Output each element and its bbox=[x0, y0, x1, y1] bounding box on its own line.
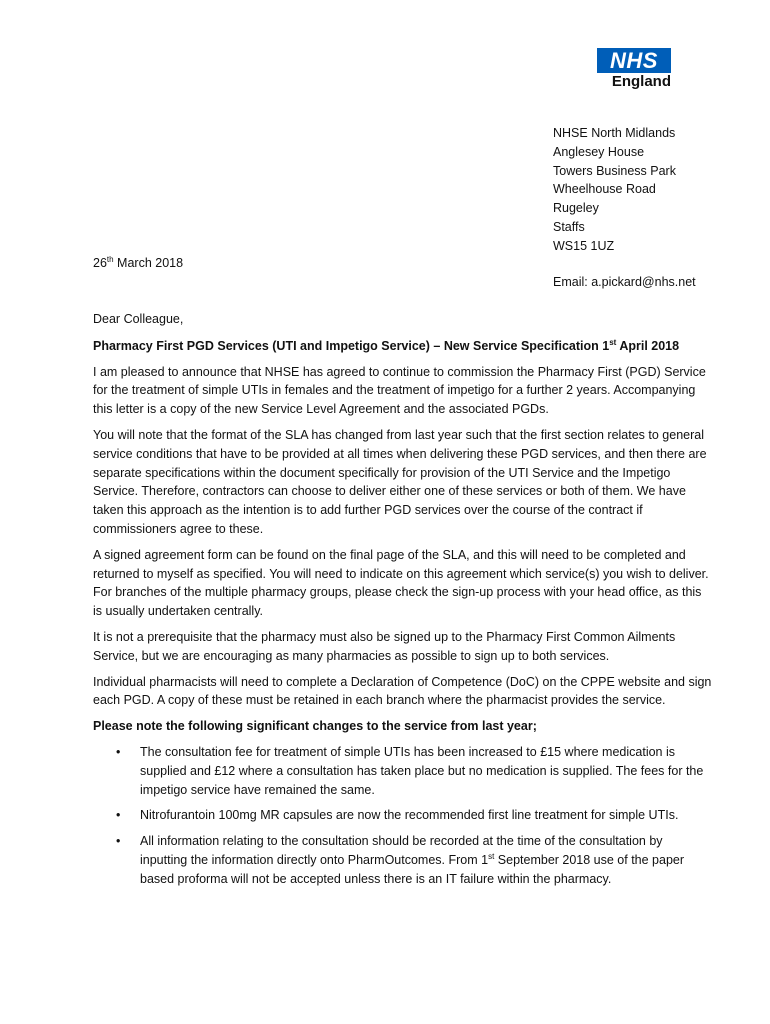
address-line: NHSE North Midlands bbox=[553, 126, 676, 140]
letter-body bbox=[93, 310, 713, 896]
bullet-icon: • bbox=[116, 834, 121, 849]
list-item-sup: st bbox=[488, 851, 495, 861]
bullet-icon: • bbox=[116, 808, 121, 823]
letter-subject bbox=[93, 337, 713, 356]
list-item bbox=[93, 743, 713, 799]
address-line: WS15 1UZ bbox=[553, 238, 615, 253]
list-item-text: Nitrofurantoin 100mg MR capsules are now the recommended first line treatment for simple UTIs. bbox=[140, 808, 679, 823]
paragraph: It is not a prerequisite that the pharmacy must also be signed up to the Pharmacy First Common Ailments Service, but we are encouraging as many pharmacies as possible to sign up to both services. bbox=[93, 629, 676, 663]
address-line: Rugeley bbox=[553, 201, 599, 216]
subject-main: Pharmacy First PGD Services (UTI and Impetigo Service) – New Service Specification 1 bbox=[93, 338, 610, 353]
list-item bbox=[93, 806, 713, 825]
list-item-text-before: All information relating to the consultation should be recorded at the time of the consultation by inputting the information directly onto PharmOutcomes. From 1 bbox=[140, 834, 663, 867]
paragraph: I am pleased to announce that NHSE has agreed to continue to commission the Pharmacy First (PGD) Service for the treatment of simple UTIs in females and the treatment of impetigo for a further 2 years. Accompanying this letter is a copy of the new Service Level Agreement and the associated PGDs. bbox=[93, 364, 706, 417]
paragraph: You will note that the format of the SLA has changed from last year such that the first section relates to general service conditions that have to be provided at all times when delivering these PGD services, and then there are separate specifications within the document specifically for provision of the UTI Service and the Impetigo Service. Therefore, contractors can choose to deliver either one of these services or both of them. We have taken this approach as the intention is to add further PGD services over the course of the contract if commissioners agree to these. bbox=[93, 427, 707, 536]
sender-email: Email: a.pickard@nhs.net bbox=[553, 275, 696, 289]
greeting: Dear Colleague, bbox=[93, 312, 184, 326]
list-item bbox=[93, 832, 713, 888]
changes-heading: Please note the following significant changes to the service from last year; bbox=[93, 719, 537, 734]
date-suffix: th bbox=[106, 254, 114, 264]
nhs-logo-mark: NHS bbox=[597, 48, 671, 73]
nhs-logo-subtitle: England bbox=[611, 73, 671, 90]
address-line: Staffs bbox=[553, 219, 585, 234]
subject-sup: st bbox=[609, 337, 617, 347]
date-rest: March 2018 bbox=[113, 256, 184, 270]
nhs-england-logo bbox=[597, 48, 671, 91]
address-line: Towers Business Park bbox=[553, 163, 676, 178]
address-line: Wheelhouse Road bbox=[553, 182, 656, 197]
changes-list bbox=[93, 743, 713, 889]
subject-end: April 2018 bbox=[616, 338, 680, 353]
sender-address bbox=[553, 124, 676, 256]
paragraph: Individual pharmacists will need to complete a Declaration of Competence (DoC) on the CPPE website and sign each PGD. A copy of these must be retained in each branch where the pharmacist provides the service. bbox=[93, 674, 712, 708]
address-line: Anglesey House bbox=[553, 144, 645, 159]
date-day: 26 bbox=[93, 256, 107, 270]
list-item-text-after: September 2018 use of the paper based proforma will not be accepted unless there is an IT failure within the pharmacy. bbox=[140, 852, 685, 886]
paragraph: A signed agreement form can be found on the final page of the SLA, and this will need to be completed and returned to myself as specified. You will need to indicate on this agreement which service(s) you wish to deliver. For branches of the multiple pharmacy groups, please check the sign-up process with your head office, as this is usually undertaken centrally. bbox=[93, 547, 709, 619]
bullet-icon: • bbox=[116, 744, 121, 759]
list-item-text: The consultation fee for treatment of simple UTIs has been increased to £15 where medication is supplied and £12 where a consultation has taken place but no medication is supplied. The fees for the impetigo service have remained the same. bbox=[140, 744, 704, 797]
letter-date bbox=[93, 256, 183, 270]
